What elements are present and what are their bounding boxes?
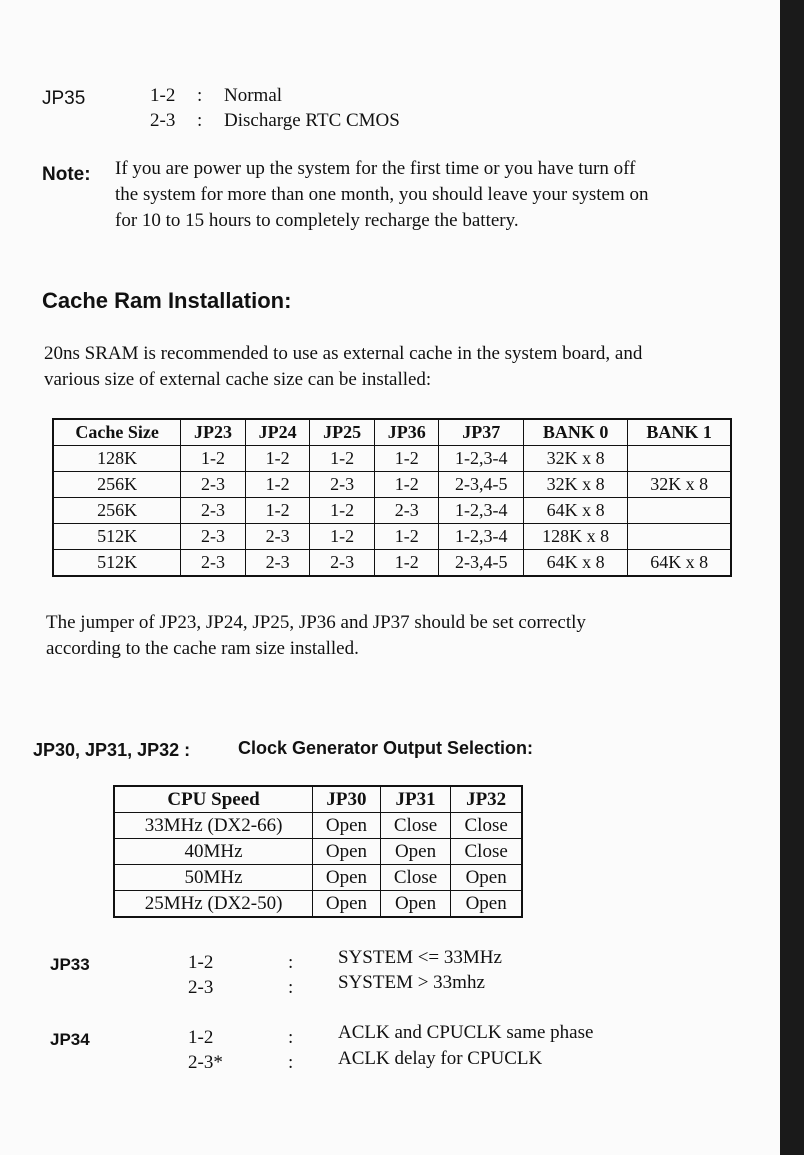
table-cell: Open: [451, 891, 522, 918]
jp34-setting-1: 1-2: [188, 1027, 214, 1048]
clock-col-cpu-speed: CPU Speed: [114, 786, 313, 813]
table-cell: 1-2: [374, 524, 439, 550]
table-cell: 2-3,4-5: [439, 550, 523, 577]
cache-table-header-row: [53, 419, 731, 446]
table-cell: Open: [380, 891, 451, 918]
jp34-sep-1: :: [288, 1027, 294, 1048]
clock-table-header-row: [114, 786, 522, 813]
table-cell: 128K x 8: [523, 524, 627, 550]
cache-after-line-1: The jumper of JP23, JP24, JP25, JP36 and JP37 should be set correctly: [46, 612, 586, 633]
cache-col-jp36: JP36: [374, 419, 439, 446]
table-row: [53, 524, 731, 550]
table-cell: 64K x 8: [523, 550, 627, 577]
table-cell: 2-3,4-5: [439, 472, 523, 498]
table-cell: Close: [380, 813, 451, 839]
jp33-setting-1: 1-2: [188, 952, 214, 973]
jp35-sep-2: :: [197, 110, 203, 131]
jp33-setting-2: 2-3: [188, 977, 214, 998]
jp33-sep-1: :: [288, 952, 294, 973]
table-cell: 32K x 8: [628, 472, 731, 498]
table-cell: 2-3: [245, 524, 310, 550]
table-cell: Open: [313, 891, 381, 918]
cache-col-bank1: BANK 1: [628, 419, 731, 446]
clock-selection-table: [113, 785, 523, 918]
table-cell: 2-3: [310, 550, 375, 577]
table-cell: 512K: [53, 550, 181, 577]
cache-intro-line-2: various size of external cache size can be installed:: [44, 369, 432, 390]
table-cell: 32K x 8: [523, 472, 627, 498]
table-cell: 32K x 8: [523, 446, 627, 472]
table-cell: Close: [380, 865, 451, 891]
cache-after-line-2: according to the cache ram size installed.: [46, 638, 359, 659]
table-cell: 33MHz (DX2-66): [114, 813, 313, 839]
table-row: [53, 498, 731, 524]
jp35-desc-2: Discharge RTC CMOS: [224, 110, 400, 131]
jp35-setting-2: 2-3: [150, 110, 176, 131]
table-cell: Open: [313, 865, 381, 891]
jp34-desc-1: ACLK and CPUCLK same phase: [338, 1022, 594, 1043]
table-cell: Close: [451, 839, 522, 865]
clock-heading-title: Clock Generator Output Selection:: [238, 738, 534, 758]
table-cell: 1-2: [245, 446, 310, 472]
table-row: [114, 865, 522, 891]
table-cell: 1-2: [374, 550, 439, 577]
clock-heading-jumpers: JP30, JP31, JP32 :: [33, 740, 191, 760]
clock-col-jp31: JP31: [380, 786, 451, 813]
cache-col-bank0: BANK 0: [523, 419, 627, 446]
table-row: [114, 813, 522, 839]
clock-col-jp30: JP30: [313, 786, 381, 813]
note-line-1: If you are power up the system for the first time or you have turn off: [115, 158, 636, 179]
table-cell: Open: [451, 865, 522, 891]
table-cell: Open: [313, 813, 381, 839]
table-cell: 2-3: [181, 550, 246, 577]
table-cell: 1-2,3-4: [439, 446, 523, 472]
cache-col-jp23: JP23: [181, 419, 246, 446]
cache-heading: Cache Ram Installation:: [42, 288, 292, 313]
table-cell: [628, 524, 731, 550]
jp35-desc-1: Normal: [224, 85, 283, 106]
table-cell: [628, 498, 731, 524]
jp33-sep-2: :: [288, 977, 294, 998]
table-cell: 512K: [53, 524, 181, 550]
cache-col-cache-size: Cache Size: [53, 419, 181, 446]
table-cell: 2-3: [374, 498, 439, 524]
table-cell: 50MHz: [114, 865, 313, 891]
jp34-setting-2: 2-3*: [188, 1052, 223, 1073]
table-cell: 1-2: [245, 472, 310, 498]
table-cell: 1-2: [181, 446, 246, 472]
table-cell: 2-3: [181, 524, 246, 550]
note-line-3: for 10 to 15 hours to completely recharge the battery.: [115, 210, 519, 231]
table-cell: 2-3: [310, 472, 375, 498]
scan-edge-shadow: [780, 0, 804, 1155]
note-label: Note:: [42, 164, 91, 185]
jp35-label: JP35: [42, 88, 86, 109]
table-row: [53, 446, 731, 472]
cache-intro-line-1: 20ns SRAM is recommended to use as external cache in the system board, and: [44, 343, 643, 364]
jp33-label: JP33: [50, 955, 90, 974]
table-cell: 1-2: [310, 524, 375, 550]
cache-col-jp24: JP24: [245, 419, 310, 446]
table-cell: Open: [313, 839, 381, 865]
table-cell: 1-2: [310, 498, 375, 524]
table-cell: 2-3: [181, 498, 246, 524]
table-cell: 256K: [53, 498, 181, 524]
jp35-sep-1: :: [197, 85, 203, 106]
jp33-desc-1: SYSTEM <= 33MHz: [338, 947, 502, 968]
table-row: [114, 891, 522, 918]
table-cell: Close: [451, 813, 522, 839]
jp34-sep-2: :: [288, 1052, 294, 1073]
table-cell: 1-2: [374, 472, 439, 498]
table-cell: 2-3: [181, 472, 246, 498]
table-cell: 1-2,3-4: [439, 498, 523, 524]
table-cell: 128K: [53, 446, 181, 472]
table-cell: 1-2: [245, 498, 310, 524]
cache-col-jp37: JP37: [439, 419, 523, 446]
table-cell: 1-2,3-4: [439, 524, 523, 550]
clock-col-jp32: JP32: [451, 786, 522, 813]
table-cell: 2-3: [245, 550, 310, 577]
table-row: [114, 839, 522, 865]
table-row: [53, 550, 731, 577]
jp33-desc-2: SYSTEM > 33mhz: [338, 972, 485, 993]
table-cell: 40MHz: [114, 839, 313, 865]
jp34-desc-2: ACLK delay for CPUCLK: [338, 1048, 543, 1069]
table-cell: [628, 446, 731, 472]
table-row: [53, 472, 731, 498]
cache-col-jp25: JP25: [310, 419, 375, 446]
table-cell: 1-2: [310, 446, 375, 472]
table-cell: 1-2: [374, 446, 439, 472]
table-cell: 64K x 8: [628, 550, 731, 577]
table-cell: 25MHz (DX2-50): [114, 891, 313, 918]
note-line-2: the system for more than one month, you should leave your system on: [115, 184, 649, 205]
table-cell: Open: [380, 839, 451, 865]
cache-size-table: [52, 418, 732, 577]
table-cell: 256K: [53, 472, 181, 498]
table-cell: 64K x 8: [523, 498, 627, 524]
jp34-label: JP34: [50, 1030, 90, 1049]
jp35-setting-1: 1-2: [150, 85, 176, 106]
